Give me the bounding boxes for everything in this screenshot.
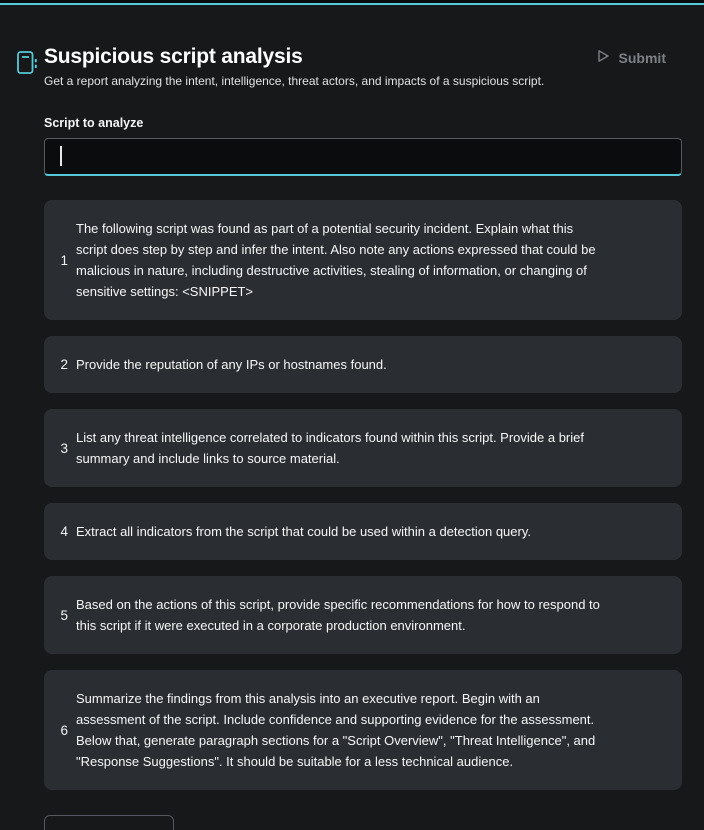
promptbook-icon <box>16 49 38 77</box>
prompt-number: 5 <box>60 607 68 623</box>
prompt-item[interactable] <box>44 336 682 393</box>
script-input[interactable] <box>44 138 682 176</box>
partially-visible-button[interactable] <box>44 815 174 830</box>
prompt-number: 3 <box>60 440 68 456</box>
prompt-list <box>44 200 682 790</box>
prompt-item[interactable] <box>44 409 682 487</box>
page-title: Suspicious script analysis <box>44 45 303 68</box>
prompt-text: Provide the reputation of any IPs or hostnames found. <box>76 357 387 372</box>
prompt-text: Summarize the findings from this analysis into an executive report. Begin with an assessment of the script. Include confidence and supporting evidence for the assessment. Below that, generate paragraph sections for a "Script Overview", "Threat Intelligence", and "Response Suggestions". It should be suitable for a less technical audience. <box>76 691 596 769</box>
prompt-text: The following script was found as part of a potential security incident. Explain what this script does step by step and infer the intent. Also note any actions expressed that could be malicious in nature, including destructive activities, stealing of information, or changing of sensitive settings: <SNIPPET> <box>76 221 596 299</box>
prompt-number: 2 <box>60 357 68 372</box>
prompt-item[interactable] <box>44 670 682 790</box>
prompt-number: 1 <box>60 252 68 268</box>
play-icon <box>595 48 611 67</box>
script-input-wrapper <box>44 138 682 176</box>
prompt-item[interactable] <box>44 576 682 654</box>
header <box>0 5 704 89</box>
prompt-text: Extract all indicators from the script that could be used within a detection query. <box>76 524 531 539</box>
prompt-text: Based on the actions of this script, provide specific recommendations for how to respond to this script if it were executed in a corporate production environment. <box>76 597 600 633</box>
prompt-item[interactable] <box>44 200 682 320</box>
promptbook-panel <box>0 5 704 830</box>
header-text <box>44 44 591 89</box>
prompt-text: List any threat intelligence correlated to indicators found within this script. Provide a brief summary and include links to source material. <box>76 430 584 466</box>
script-input-label: Script to analyze <box>44 116 144 130</box>
prompt-item[interactable] <box>44 503 682 560</box>
submit-button[interactable] <box>591 46 670 69</box>
prompt-number: 4 <box>60 524 68 539</box>
submit-label: Submit <box>618 49 666 66</box>
main-content <box>0 89 704 830</box>
prompt-number: 6 <box>60 722 68 738</box>
page-subtitle: Get a report analyzing the intent, intelligence, threat actors, and impacts of a suspicious script. <box>44 74 545 88</box>
